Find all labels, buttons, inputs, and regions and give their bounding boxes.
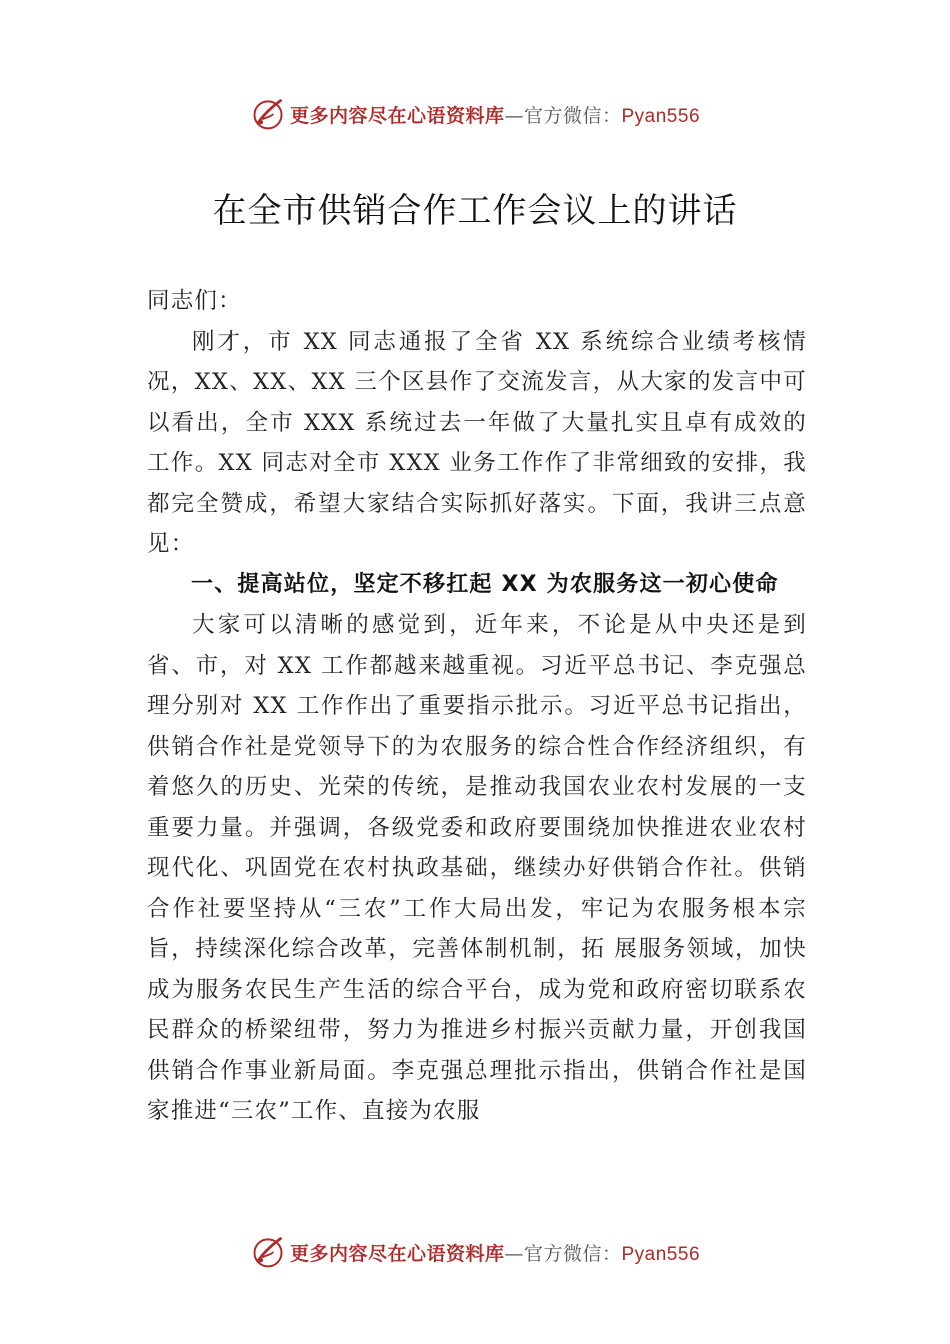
watermark-banner-bottom [0,1232,950,1272]
paragraph-2: 大家可以清晰的感觉到，近年来，不论是从中央还是到省、市，对 XX 工作都越来越重视。习近平总书记、李克强总理分别对 XX 工作作出了重要指示批示。习近平总书记指出，供销合作社是党领导下的为农服务的综合性合作经济组织，有着悠久的历史、光荣的传统，是推动我国农业农村发展的一支重要力量。并强调，各级党委和政府要围绕加快推进农业农村现代化、巩固党在农村执政基础，继续办好供销合作社。供销合作社要坚持从“三农”工作大局出发，牢记为农服务根本宗旨，持续深化综合改革，完善体制机制，拓 展服务领域，加快成为服务农民生产生活的综合平台，成为党和政府密切联系农民群众的桥梁纽带，努力为推进乡村振兴贡献力量，开创我国供销合作事业新局面。李克强总理批示指出，供销合作社是国家推进“三农”工作、直接为农服 [147,612,807,1124]
salutation: 同志们： [147,288,242,314]
watermark-official: 官方微信： [523,1242,622,1265]
watermark-text [290,101,700,128]
watermark-text [290,1239,700,1266]
document-body [147,281,807,1132]
watermark-wechat-id: Pyan556 [621,105,701,127]
watermark-brand: 更多内容尽在心语资料库 [289,1242,505,1265]
brush-logo-icon [250,96,286,132]
watermark-brand: 更多内容尽在心语资料库 [289,104,505,127]
watermark-banner-top [0,94,950,134]
section-heading-1: 一、提高站位，坚定不移扛起 XX 为农服务这一初心使命 [191,571,779,597]
watermark-separator: — [504,104,524,127]
watermark-official: 官方微信： [523,104,622,127]
watermark-wechat-id: Pyan556 [621,1243,701,1265]
watermark-separator: — [504,1242,524,1265]
paragraph-1: 刚才，市 XX 同志通报了全省 XX 系统综合业绩考核情况，XX、XX、XX 三个区县作了交流发言，从大家的发言中可以看出，全市 XXX 系统过去一年做了大量扎实且卓有成效的工作。XX 同志对全市 XXX 业务工作作了非常细致的安排，我都完全赞成，希望大家结合实际抓好落实。下面，我讲三点意见： [147,328,807,557]
brush-logo-icon [250,1234,286,1270]
document-title: 在全市供销合作工作会议上的讲话 [212,191,738,231]
